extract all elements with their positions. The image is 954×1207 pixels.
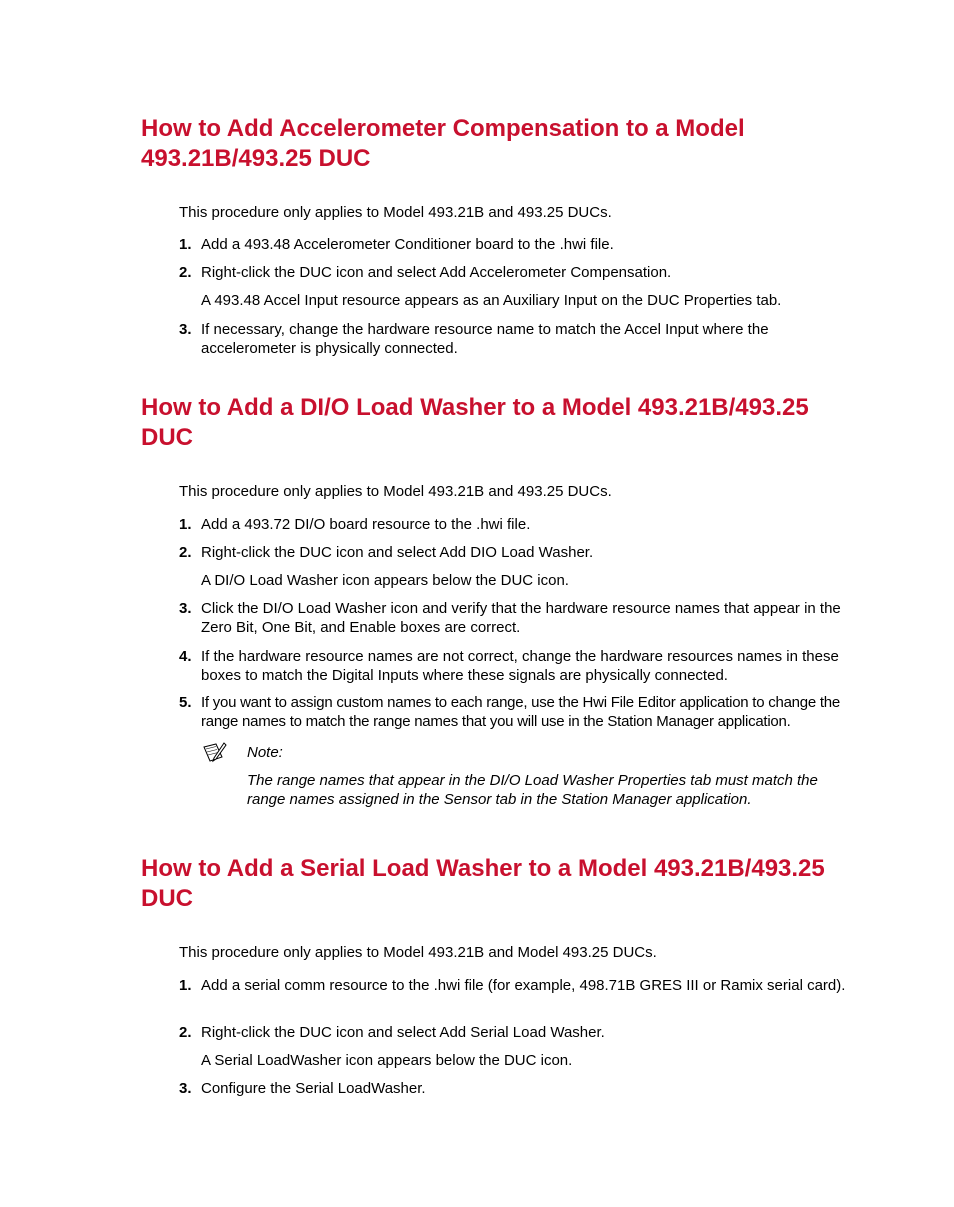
step-number: 1. (179, 236, 192, 253)
step-text: If you want to assign custom names to each range, use the Hwi File Editor application to change the range names to match the range names that you will use in the Station Manager application. (201, 694, 840, 730)
step-result: A 493.48 Accel Input resource appears as an Auxiliary Input on the DUC Properties tab. (201, 292, 782, 309)
step-text: Right-click the DUC icon and select Add DIO Load Washer. (201, 544, 594, 561)
step-number: 1. (179, 977, 192, 994)
step-text: Configure the Serial LoadWasher. (201, 1080, 426, 1097)
step-text: Click the DI/O Load Washer icon and verify that the hardware resource names that appear in the Zero Bit, One Bit, and Enable boxes are correct. (201, 600, 841, 636)
step-number: 3. (179, 1080, 192, 1097)
step-text: Right-click the DUC icon and select Add Accelerometer Compensation. (201, 264, 672, 281)
step-number: 2. (179, 1024, 192, 1041)
note-pencil-icon (202, 741, 230, 765)
step-text: Right-click the DUC icon and select Add Serial Load Washer. (201, 1024, 605, 1041)
step-number: 3. (179, 321, 192, 338)
step-number: 1. (179, 516, 192, 533)
note-text: The range names that appear in the DI/O Load Washer Properties tab must match the range names assigned in the Sensor tab in the Station Manager application. (247, 772, 818, 808)
step-number: 2. (179, 544, 192, 561)
step-number: 5. (179, 694, 192, 711)
step-result: A Serial LoadWasher icon appears below the DUC icon. (201, 1052, 573, 1069)
section-heading: How to Add a DI/O Load Washer to a Model 493.21B/493.25 DUC (141, 394, 809, 451)
step-text: Add a 493.72 DI/O board resource to the .hwi file. (201, 516, 531, 533)
section-intro: This procedure only applies to Model 493.21B and 493.25 DUCs. (179, 204, 612, 221)
note-label: Note: (247, 744, 283, 761)
step-number: 2. (179, 264, 192, 281)
step-text: Add a serial comm resource to the .hwi file (for example, 498.71B GRES III or Ramix serial card). (201, 977, 846, 994)
step-number: 4. (179, 648, 192, 665)
section-intro: This procedure only applies to Model 493.21B and Model 493.25 DUCs. (179, 944, 657, 961)
step-text: Add a 493.48 Accelerometer Conditioner board to the .hwi file. (201, 236, 614, 253)
step-text: If the hardware resource names are not correct, change the hardware resources names in these boxes to match the Digital Inputs where these signals are physically connected. (201, 648, 839, 684)
section-intro: This procedure only applies to Model 493.21B and 493.25 DUCs. (179, 483, 612, 500)
step-result: A DI/O Load Washer icon appears below the DUC icon. (201, 572, 569, 589)
step-number: 3. (179, 600, 192, 617)
section-heading: How to Add Accelerometer Compensation to a Model 493.21B/493.25 DUC (141, 115, 745, 172)
step-text: If necessary, change the hardware resource name to match the Accel Input where the accelerometer is physically connected. (201, 321, 769, 357)
section-heading: How to Add a Serial Load Washer to a Model 493.21B/493.25 DUC (141, 855, 825, 912)
